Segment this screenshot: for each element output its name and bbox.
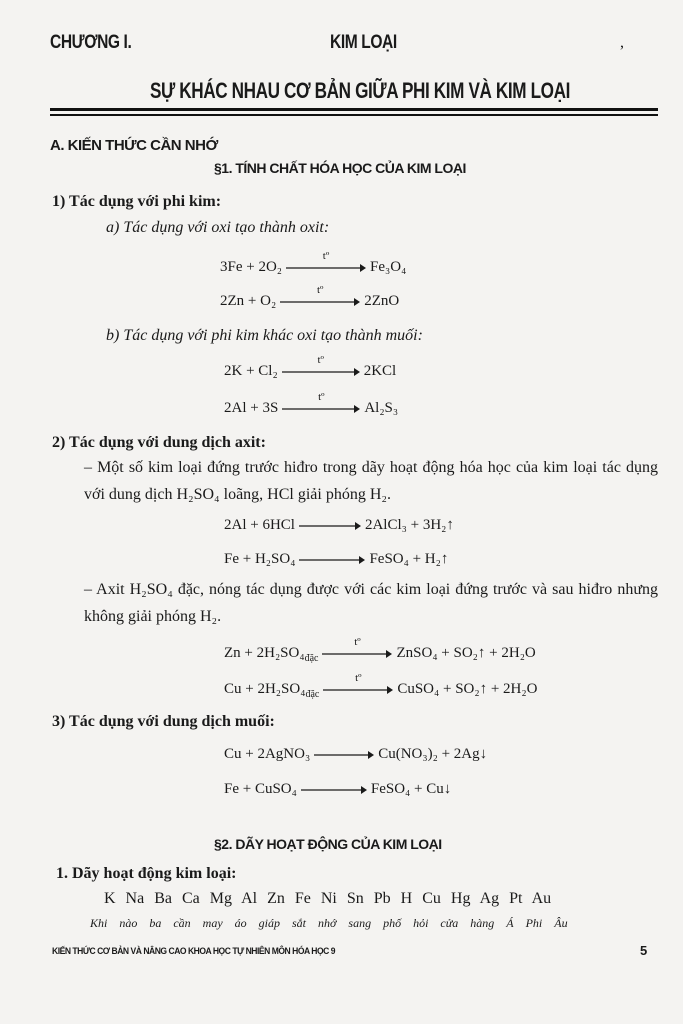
- eq10-reactants: Fe + CuSO₄: [224, 781, 297, 797]
- eq1-reactants: 3Fe + 2O₂: [220, 259, 283, 275]
- arrow: [280, 283, 360, 306]
- equation-5: [224, 517, 454, 534]
- eq3-products: 2KCl: [363, 363, 397, 379]
- subsection-heading-1: §1. TÍNH CHẤT HÓA HỌC CỦA KIM LOẠI: [214, 160, 466, 176]
- page-number: 5: [640, 943, 647, 958]
- header-mark: ,: [620, 34, 624, 51]
- heading-reaction-acid: 2) Tác dụng với dung dịch axit:: [52, 434, 266, 451]
- eq5-reactants: 2Al + 6HCl: [224, 517, 295, 533]
- eq8-products: CuSO₄ + SO₂↑ + 2H₂O: [397, 681, 538, 697]
- arrow: [299, 522, 361, 530]
- equation-4: [224, 390, 399, 417]
- arrow: [323, 671, 393, 694]
- condition-concentrated: đặc: [304, 653, 319, 664]
- arrow-condition: tº: [322, 249, 330, 262]
- footer-book-title: KIẾN THỨC CƠ BẢN VÀ NÂNG CAO KHOA HỌC TỰ NHIÊN MÔN HÓA HỌC 9: [52, 946, 336, 956]
- equation-7: [224, 635, 536, 664]
- section-heading: A. KIẾN THỨC CẦN NHỚ: [50, 137, 218, 154]
- eq9-reactants: Cu + 2AgNO₃: [224, 746, 311, 762]
- equation-3: [224, 353, 397, 380]
- eq8-reactants: Cu + 2H₂SO₄: [224, 681, 306, 697]
- equation-9: [224, 746, 487, 763]
- eq3-reactants: 2K + Cl₂: [224, 363, 278, 379]
- title-rule-thin: [50, 114, 658, 116]
- subsection-heading-2: §2. DÃY HOẠT ĐỘNG CỦA KIM LOẠI: [214, 836, 442, 852]
- chapter-topic: KIM LOẠI: [330, 32, 397, 53]
- eq7-reactants: Zn + 2H₂SO₄: [224, 645, 305, 661]
- heading-reaction-salt: 3) Tác dụng với dung dịch muối:: [52, 713, 275, 730]
- heading-reaction-nonmetal: 1) Tác dụng với phi kim:: [52, 193, 222, 210]
- arrow: [301, 786, 367, 794]
- equation-1: [220, 249, 407, 276]
- arrow: [314, 751, 374, 759]
- eq6-products: FeSO₄ + H₂↑: [369, 551, 449, 567]
- arrow-condition: tº: [317, 353, 324, 366]
- subheading-other-nonmetals: b) Tác dụng với phi kim khác oxi tạo thành muối:: [106, 327, 423, 344]
- paragraph-concentrated-acid: – Axit H₂SO₄ đặc, nóng tác dụng được với các kim loại đứng trước và sau hiđro nhưng không giải phóng H₂.: [84, 581, 658, 625]
- activity-mnemonic: Khi nào ba cần may áo giáp sắt nhớ sang phố hỏi cửa hàng Á Phi Âu: [90, 916, 568, 930]
- eq6-reactants: Fe + H₂SO₄: [224, 551, 296, 567]
- title-rule-thick: [50, 108, 658, 111]
- arrow: [282, 353, 360, 376]
- arrow-condition: tº: [316, 283, 324, 296]
- arrow-condition: tº: [318, 390, 325, 403]
- arrow-condition: tº: [355, 671, 362, 684]
- arrow-condition: tº: [354, 635, 361, 648]
- eq2-products: 2ZnO: [364, 293, 400, 309]
- heading-activity-series: 1. Dãy hoạt động kim loại:: [56, 865, 237, 882]
- eq9-products: Cu(NO₃)₂ + 2Ag↓: [378, 746, 488, 762]
- paragraph-dilute-acid: – Một số kim loại đứng trước hiđro trong dãy hoạt động hóa học của kim loại tác dụng với dung dịch H₂SO₄ loãng, HCl giải phóng H₂.: [84, 459, 658, 503]
- eq10-products: FeSO₄ + Cu↓: [370, 781, 452, 797]
- eq5-products: 2AlCl₃ + 3H₂↑: [364, 517, 454, 533]
- condition-concentrated: đặc: [305, 689, 320, 700]
- arrow: [282, 390, 360, 413]
- activity-series: K Na Ba Ca Mg Al Zn Fe Ni Sn Pb H Cu Hg Ag Pt Au: [104, 890, 552, 907]
- arrow: [299, 556, 365, 564]
- equation-6: [224, 551, 448, 568]
- subheading-oxygen: a) Tác dụng với oxi tạo thành oxit:: [106, 219, 330, 236]
- eq4-reactants: 2Al + 3S: [224, 400, 279, 416]
- arrow: [322, 635, 392, 658]
- eq4-products: Al₂S₃: [364, 400, 399, 416]
- chapter-label: CHƯƠNG I.: [50, 32, 132, 53]
- eq7-products: ZnSO₄ + SO₂↑ + 2H₂O: [396, 645, 536, 661]
- page-title: SỰ KHÁC NHAU CƠ BẢN GIỮA PHI KIM VÀ KIM LOẠI: [150, 78, 570, 103]
- equation-2: [220, 283, 400, 310]
- equation-8: [224, 671, 538, 700]
- eq1-products: Fe₃O₄: [370, 259, 407, 275]
- eq2-reactants: 2Zn + O₂: [220, 293, 277, 309]
- equation-10: [224, 781, 451, 798]
- arrow: [286, 249, 366, 272]
